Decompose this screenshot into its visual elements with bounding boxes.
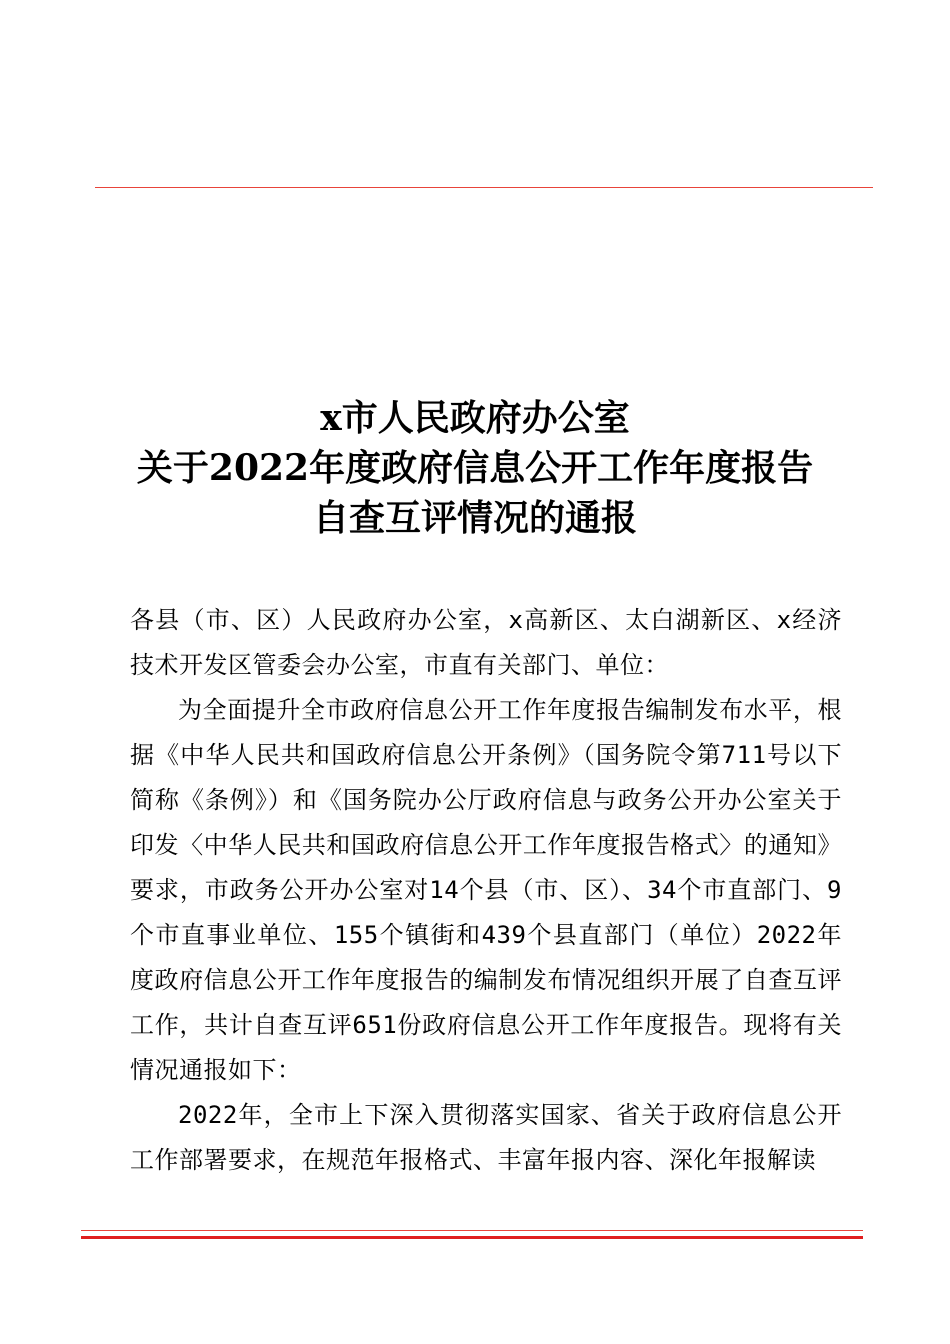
header-red-rule [95,187,873,188]
body-paragraph-2: 2022年，全市上下深入贯彻落实国家、省关于政府信息公开工作部署要求，在规范年报格式、丰富年报内容、深化年报解读 [130,1101,842,1174]
body-paragraph-1: 为全面提升全市政府信息公开工作年度报告编制发布水平，根据《中华人民共和国政府信息公开条例》（国务院令第711号以下简称《条例》）和《国务院办公厅政府信息与政务公开办公室关于印发〈中华人民共和国政府信息公开工作年度报告格式〉的通知》要求，市政务公开办公室对14个县（市、区）、34个市直部门、9个市直事业单位、155个镇街和439个县直部门（单位）2022年度政府信息公开工作年度报告的编制发布情况组织开展了自查互评工作，共计自查互评651份政府信息公开工作年度报告。现将有关情况通报如下： [130,696,842,1084]
document-body [130,598,842,1183]
title-line-topic: 自查互评情况的通报 [312,497,637,539]
title-line-issuer: x市人民政府办公室 [320,397,630,439]
document-title [0,393,950,543]
salutation-paragraph: 各县（市、区）人民政府办公室，x高新区、太白湖新区、x经济技术开发区管委会办公室，市直有关部门、单位： [130,606,842,679]
title-line-subject: 关于2022年度政府信息公开工作年度报告 [136,447,814,489]
footer-thin-rule [81,1230,863,1231]
footer-red-rule [81,1236,863,1239]
